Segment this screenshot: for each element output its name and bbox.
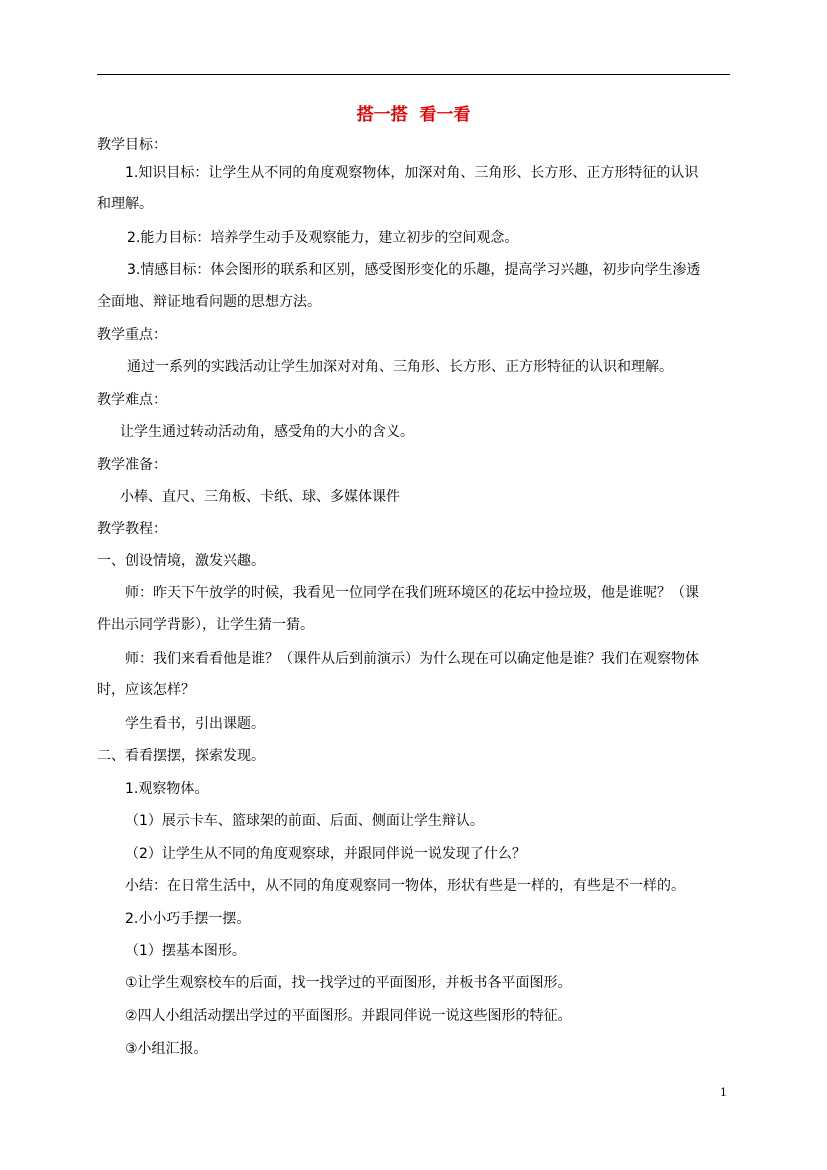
section-1-heading: 一、创设情境，激发兴趣。 <box>97 553 265 569</box>
section-1-paragraph-1-line-1: 师：昨天下午放学的时候，我看见一位同学在我们班环境区的花坛中捡垃圾，他是谁呢？（课 <box>125 585 699 601</box>
section-2-item-1-a: （1）展示卡车、篮球架的前面、后面、侧面让学生辩认。 <box>125 813 484 829</box>
section-2-item-2-step-1: ①让学生观察校车的后面，找一找学过的平面图形，并板书各平面图形。 <box>125 975 572 991</box>
page-title: 搭一搭 看一看 <box>356 105 471 125</box>
goal-1-line-2: 和理解。 <box>97 196 153 212</box>
goal-3-line-2: 全面地、辩证地看问题的思想方法。 <box>97 294 321 310</box>
section-2-item-1-b: （2）让学生从不同的角度观察球，并跟同伴说一说发现了什么？ <box>125 846 526 862</box>
section-2-item-2-step-3: ③小组汇报。 <box>125 1041 208 1057</box>
heading-difficulty: 教学难点： <box>97 392 167 408</box>
heading-key-points: 教学重点： <box>97 327 167 343</box>
section-2-item-2-step-2: ②四人小组活动摆出学过的平面图形。并跟同伴说一说这些图形的特征。 <box>125 1008 572 1024</box>
section-1-paragraph-2-line-2: 时，应该怎样？ <box>97 682 195 698</box>
section-1-paragraph-1-line-2: 件出示同学背影），让学生猜一猜。 <box>97 617 314 633</box>
section-1-paragraph-3: 学生看书，引出课题。 <box>125 716 265 732</box>
goal-1-line-1: 1.知识目标：让学生从不同的角度观察物体，加深对角、三角形、长方形、正方形特征的认识 <box>125 165 699 181</box>
header-rule <box>97 74 730 75</box>
section-2-item-1: 1.观察物体。 <box>125 781 209 797</box>
goal-2: 2.能力目标：培养学生动手及观察能力，建立初步的空间观念。 <box>127 230 519 246</box>
goal-3-line-1: 3.情感目标：体会图形的联系和区别，感受图形变化的乐趣，提高学习兴趣，初步向学生渗透 <box>127 262 701 278</box>
section-2-heading: 二、看看摆摆，探索发现。 <box>97 748 265 764</box>
preparation-text: 小棒、直尺、三角板、卡纸、球、多媒体课件 <box>120 489 400 505</box>
page-number: 1 <box>720 1086 727 1099</box>
section-1-paragraph-2-line-1: 师：我们来看看他是谁？（课件从后到前演示）为什么现在可以确定他是谁？我们在观察物体 <box>125 651 699 667</box>
section-2-summary: 小结：在日常生活中，从不同的角度观察同一物体，形状有些是一样的，有些是不一样的。 <box>125 878 685 894</box>
key-points-text: 通过一系列的实践活动让学生加深对对角、三角形、长方形、正方形特征的认识和理解。 <box>127 359 673 375</box>
section-2-item-2: 2.小小巧手摆一摆。 <box>125 911 251 927</box>
heading-preparation: 教学准备： <box>97 457 167 473</box>
heading-process: 教学教程： <box>97 521 167 537</box>
difficulty-text: 让学生通过转动活动角，感受角的大小的含义。 <box>120 424 414 440</box>
section-2-item-2-a: （1）摆基本图形。 <box>125 943 246 959</box>
heading-goals: 教学目标： <box>97 137 167 153</box>
